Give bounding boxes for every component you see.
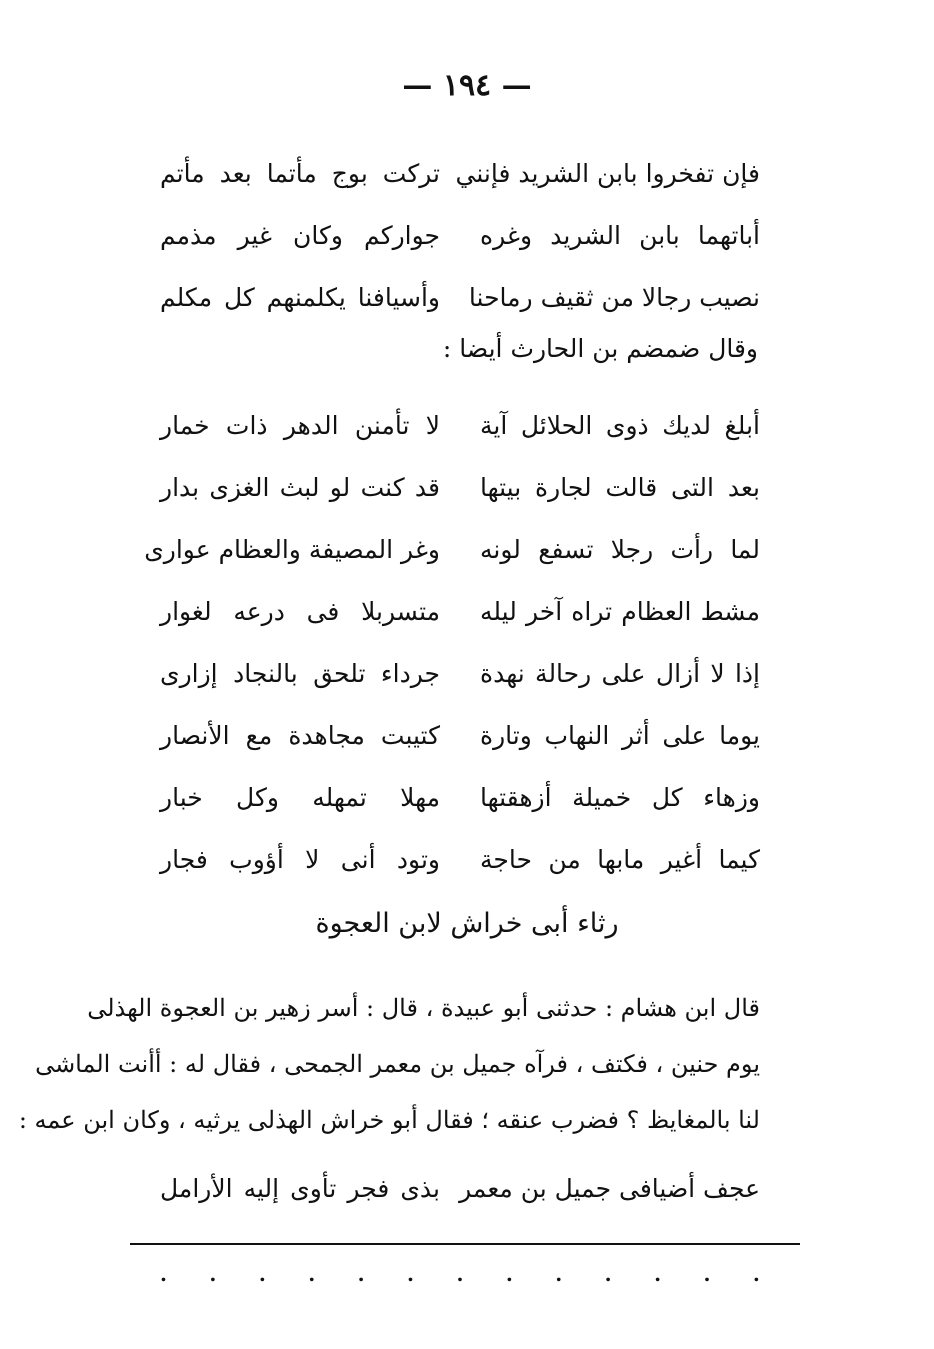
verse-line [160, 580, 760, 642]
footer-dot: . [357, 1262, 365, 1286]
section-heading: رثاء أبى خراش لابن العجوة [315, 908, 619, 939]
page-number: — ١٩٤ — [402, 68, 532, 103]
verse-line [160, 704, 760, 766]
footer-dot: . [456, 1262, 464, 1286]
verse-second-hemistich: جرداء تلحق بالنجاد إزارى [160, 658, 440, 688]
verse-first-hemistich: وزهاء كل خميلة أزهقتها [480, 782, 760, 812]
verse-line [144, 518, 760, 580]
footer-dot: . [604, 1262, 612, 1286]
verse-second-hemistich: لا تأمنن الدهر ذات خمار [160, 410, 440, 440]
verse-first-hemistich: عجف أضيافى جميل بن معمر [459, 1173, 760, 1203]
verse-line [160, 456, 760, 518]
footer-dot: . [407, 1262, 414, 1286]
prose-line: قال ابن هشام : حدثنى أبو عبيدة ، قال : أسر زهير بن العجوة الهذلى [87, 994, 760, 1022]
verse-line [160, 642, 760, 704]
footer-dots [160, 1262, 760, 1286]
verse-second-hemistich: وتود أنى لا أؤوب فجار [160, 844, 440, 874]
footer-dot: . [505, 1262, 513, 1286]
verse-first-hemistich: يوما على أثر النهاب وتارة [480, 720, 760, 750]
verse-line [160, 142, 760, 204]
poem-b [144, 394, 760, 890]
footer-dot: . [654, 1262, 662, 1286]
verse-first-hemistich: كيما أغير مابها من حاجة [480, 844, 760, 874]
prose-line: يوم حنين ، فكتف ، فرآه جميل بن معمر الجمحى ، فقال له : أأنت الماشى [35, 1050, 760, 1078]
poem-a [160, 142, 760, 328]
footer-dot: . [752, 1262, 760, 1286]
verse-first-hemistich: إذا لا أزال على رحالة نهدة [480, 658, 760, 688]
verse-second-hemistich: بذى فجر تأوى إليه الأرامل [160, 1173, 440, 1203]
verse-second-hemistich: متسربلا فى درعه لغوار [160, 596, 440, 626]
verse-line [160, 828, 760, 890]
verse-second-hemistich: جواركم وكان غير مذمم [160, 220, 440, 250]
verse-first-hemistich: أباتهما بابن الشريد وغره [480, 220, 760, 250]
footer-dot: . [209, 1262, 217, 1286]
verse-line [160, 394, 760, 456]
footer-dot: . [703, 1262, 711, 1286]
prose-line: لنا بالمغايظ ؟ فضرب عنقه ؛ فقال أبو خراش الهذلى يرثيه ، وكان ابن عمه : [18, 1106, 760, 1134]
verse-first-hemistich: فإن تفخروا بابن الشريد فإنني [455, 158, 760, 188]
footer-dot: . [160, 1262, 167, 1286]
footer-divider [130, 1243, 800, 1245]
verse-first-hemistich: لما رأت رجلا تسفع لونه [480, 534, 760, 564]
poem-c [160, 1157, 760, 1219]
verse-line [160, 766, 760, 828]
verse-first-hemistich: أبلغ لديك ذوى الحلائل آية [480, 410, 760, 440]
verse-first-hemistich: نصيب رجالا من ثقيف رماحنا [468, 282, 760, 312]
prose-paragraph [18, 980, 760, 1148]
verse-second-hemistich: كتيبت مجاهدة مع الأنصار [160, 720, 440, 750]
verse-line [160, 1157, 760, 1219]
verse-second-hemistich: قد كنت لو لبث الغزى بدار [160, 472, 440, 502]
footer-dot: . [308, 1262, 316, 1286]
verse-line [160, 266, 760, 328]
footer-dot: . [555, 1262, 563, 1286]
verse-line [160, 204, 760, 266]
verse-second-hemistich: مهلا تمهله وكل خبار [160, 782, 440, 812]
verse-first-hemistich: بعد التى قالت لجارة بيتها [480, 472, 760, 502]
footer-dot: . [258, 1262, 266, 1286]
verse-second-hemistich: تركت بوج مأتما بعد مأتم [160, 158, 440, 188]
verse-second-hemistich: وأسيافنا يكلمنهم كل مكلم [160, 282, 440, 312]
poem-b-intro: وقال ضمضم بن الحارث أيضا : [442, 334, 758, 363]
verse-first-hemistich: مشط العظام تراه آخر ليله [480, 596, 760, 626]
verse-second-hemistich: وغر المصيفة والعظام عوارى [144, 534, 440, 564]
